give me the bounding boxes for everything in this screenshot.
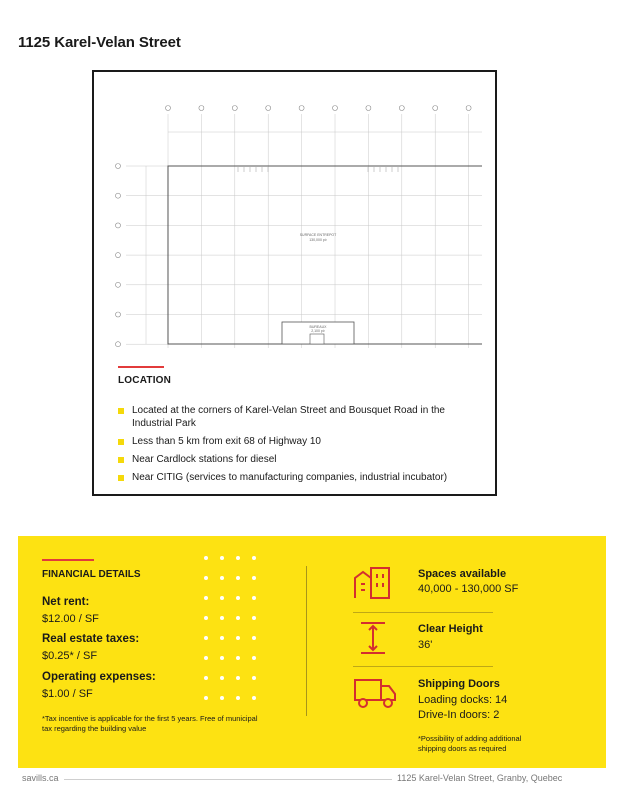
spec-separator	[353, 666, 493, 667]
floor-plan-drawing	[112, 96, 482, 352]
height-title: Clear Height	[418, 623, 483, 635]
pattern-dot	[236, 576, 240, 580]
taxes-label: Real estate taxes:	[42, 633, 140, 645]
floor-plan-panel	[92, 70, 497, 496]
location-accent-rule	[118, 366, 164, 368]
taxes-value: $0.25* / SF	[42, 650, 98, 662]
pattern-dot	[220, 636, 224, 640]
pattern-dot	[252, 676, 256, 680]
pattern-dot	[220, 556, 224, 560]
footer-rule	[64, 779, 392, 780]
pattern-dot	[236, 596, 240, 600]
grid-bubble	[199, 106, 204, 111]
net-rent-value: $12.00 / SF	[42, 613, 99, 625]
opex-label: Operating expenses:	[42, 671, 156, 683]
pattern-dot	[252, 696, 256, 700]
grid-bubble	[266, 106, 271, 111]
grid-bubble	[232, 106, 237, 111]
footer-address: 1125 Karel-Velan Street, Granby, Quebec	[397, 773, 563, 783]
pattern-dot	[252, 656, 256, 660]
grid-bubble	[116, 164, 121, 169]
location-item: Located at the corners of Karel-Velan Street and Bousquet Road in the Industrial Park	[118, 404, 488, 430]
pattern-dot	[204, 576, 208, 580]
financial-heading: FINANCIAL DETAILS	[42, 569, 141, 580]
grid-bubble	[433, 106, 438, 111]
location-item: Less than 5 km from exit 68 of Highway 10	[118, 435, 488, 448]
grid-bubble	[333, 106, 338, 111]
pattern-dot	[252, 556, 256, 560]
grid-bubble	[116, 342, 121, 347]
pattern-dot	[236, 696, 240, 700]
pattern-dot	[220, 596, 224, 600]
pattern-dot	[204, 616, 208, 620]
pattern-dot	[236, 636, 240, 640]
grid-bubble	[166, 106, 171, 111]
pattern-dot	[236, 656, 240, 660]
page-title: 1125 Karel-Velan Street	[18, 34, 181, 51]
building-icon	[353, 564, 393, 600]
pattern-dot	[220, 696, 224, 700]
opex-value: $1.00 / SF	[42, 688, 93, 700]
pattern-dot	[252, 596, 256, 600]
pattern-dot	[220, 656, 224, 660]
office-label: BUREAUX	[309, 325, 327, 329]
spaces-title: Spaces available	[418, 568, 507, 580]
pattern-dot	[220, 616, 224, 620]
pattern-dot	[204, 636, 208, 640]
grid-bubble	[116, 312, 121, 317]
pattern-dot	[252, 576, 256, 580]
pattern-dot	[204, 656, 208, 660]
storage-area: 130,000 pi²	[309, 238, 327, 242]
height-arrow-icon	[353, 620, 393, 656]
grid-bubble	[466, 106, 471, 111]
pattern-dot	[236, 616, 240, 620]
storage-label: SURFACE ENTREPOT	[299, 233, 337, 237]
grid-bubble	[366, 106, 371, 111]
loading-docks: Loading docks: 14	[418, 694, 508, 706]
location-list	[118, 404, 488, 489]
tax-note: *Tax incentive is applicable for the first 5 years. Free of municipal tax regarding the building value	[42, 714, 258, 733]
location-item: Near Cardlock stations for diesel	[118, 453, 488, 466]
grid-bubble	[116, 223, 121, 228]
pattern-dot	[204, 676, 208, 680]
pattern-dot	[252, 636, 256, 640]
details-panel	[18, 536, 606, 768]
decorative-dot-pattern	[204, 556, 274, 716]
grid-bubble	[399, 106, 404, 111]
location-heading: LOCATION	[118, 375, 172, 386]
spaces-value: 40,000 - 130,000 SF	[418, 583, 519, 595]
footer-website[interactable]: savills.ca	[22, 773, 59, 783]
grid-bubble	[116, 282, 121, 287]
shipping-title: Shipping Doors	[418, 678, 500, 690]
height-value: 36'	[418, 639, 433, 651]
financial-accent-rule	[42, 559, 94, 561]
pattern-dot	[204, 696, 208, 700]
pattern-dot	[220, 576, 224, 580]
grid-bubble	[299, 106, 304, 111]
pattern-dot	[220, 676, 224, 680]
net-rent-label: Net rent:	[42, 596, 90, 608]
pattern-dot	[204, 556, 208, 560]
pattern-dot	[252, 616, 256, 620]
location-item: Near CITIG (services to manufacturing companies, industrial incubator)	[118, 471, 488, 484]
pattern-dot	[204, 596, 208, 600]
pattern-dot	[236, 676, 240, 680]
office-area: 2,100 pi²	[311, 329, 325, 333]
pattern-dot	[236, 556, 240, 560]
spec-separator	[353, 612, 493, 613]
grid-bubble	[116, 193, 121, 198]
truck-icon	[353, 676, 397, 710]
drive-in-doors: Drive-In doors: 2	[418, 709, 500, 721]
grid-bubble	[116, 253, 121, 258]
column-divider	[306, 566, 307, 716]
shipping-note: *Possibility of adding additional shipping doors as required	[418, 734, 522, 753]
